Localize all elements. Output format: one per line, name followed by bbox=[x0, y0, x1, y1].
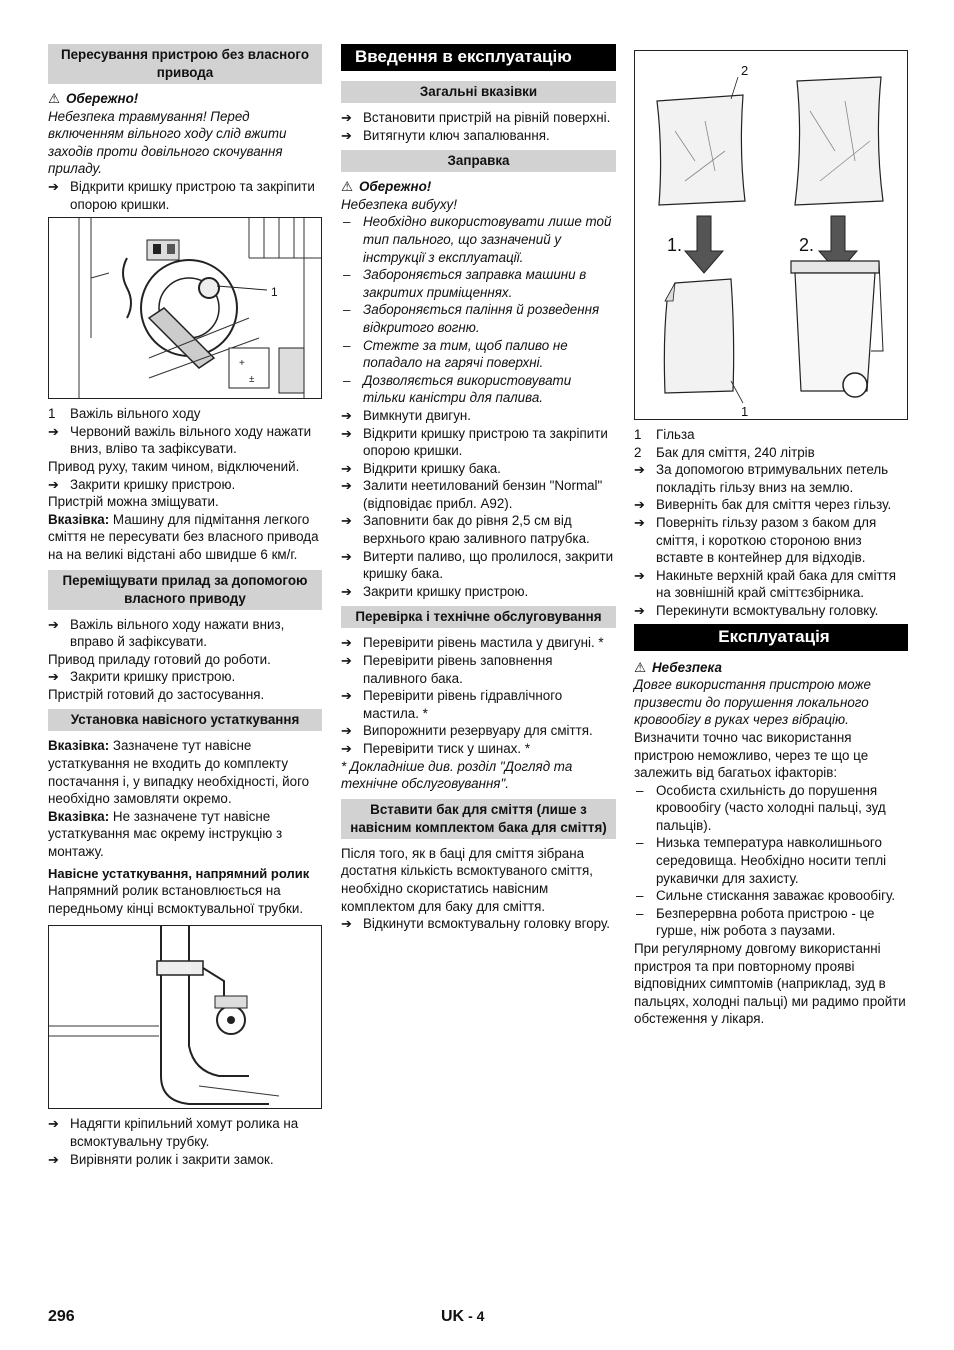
instruction-step: ➔ Виверніть бак для сміття через гільзу. bbox=[634, 496, 908, 514]
instruction-step: ➔ Накиньте верхній край бака для сміття на зовнішній край сміттєзбірника. bbox=[634, 567, 908, 602]
warning-triangle-icon: ⚠ bbox=[634, 659, 647, 675]
svg-text:+: + bbox=[239, 358, 245, 370]
note-label: Вказівка: bbox=[48, 808, 110, 824]
paragraph: Визначити точно час використання пристрою неможливо, через те що це залежить від багатьох іфакторів: bbox=[634, 729, 869, 781]
column-middle bbox=[341, 44, 616, 933]
instruction-step: ➔ Відкрити кришку пристрою та закріпити опорою кришки. bbox=[48, 178, 322, 213]
note bbox=[48, 808, 322, 861]
freewheel-lever-illustration bbox=[49, 218, 321, 398]
caution-label bbox=[341, 178, 616, 196]
section-heading: Пересування пристрою без власного привода bbox=[48, 44, 322, 84]
caution-text: Обережно! bbox=[66, 91, 139, 106]
instruction-step: ➔ Закрити кришку пристрою. bbox=[341, 583, 616, 601]
callout-label: 1 bbox=[271, 285, 278, 300]
note-label: Вказівка: bbox=[48, 738, 110, 754]
instruction-step: ➔ Встановити пристрій на рівній поверхні. bbox=[341, 109, 616, 127]
bullet-item: – Безперервна робота пристрою - це гурше, ніж робота з паузами. bbox=[634, 905, 908, 940]
paragraph: Після того, як в баці для сміття зібрана достатня кількість всмоктуваного сміття, необхідно скористатись навісним комплектом для баку для сміття. bbox=[341, 845, 593, 914]
legend-item bbox=[634, 444, 908, 462]
section-page: - 4 bbox=[468, 1308, 485, 1324]
danger-label bbox=[634, 659, 908, 677]
instruction-step: ➔ Заповнити бак до рівня 2,5 см від верхнього краю заливного патрубка. bbox=[341, 512, 616, 547]
bullet-item: – Особиста схильність до порушення кровообігу (часто холодні пальці, зуд пальців). bbox=[634, 782, 908, 835]
instruction-step: ➔ Відкрити кришку пристрою та закріпити опорою кришки. bbox=[341, 425, 616, 460]
instruction-step: ➔ Вирівняти ролик і закрити замок. bbox=[48, 1151, 322, 1169]
note-text: Не зазначене тут навісне устаткування має окрему інструкцію з монтажу. bbox=[48, 808, 283, 860]
instruction-step: ➔ Витягнути ключ запалювання. bbox=[341, 127, 616, 145]
figure-trash-bag bbox=[634, 50, 908, 420]
step-label: 1. bbox=[667, 235, 683, 255]
instruction-step: ➔ Перевірити рівень мастила у двигуні. * bbox=[341, 634, 616, 652]
note-text: Зазначене тут навісне устаткування не входить до комплекту постачання і, у випадку необхідності, його необхідно замовляти окремо. bbox=[48, 738, 310, 807]
legend-text: Важіль вільного ходу bbox=[70, 406, 201, 422]
instruction-step: ➔ Поверніть гільзу разом з баком для сміття, і короткою стороною вниз вставте в контейнер для відходів. bbox=[634, 514, 908, 567]
instruction-step: ➔ Перекинути всмоктувальну головку. bbox=[634, 602, 908, 620]
instruction-step: ➔ Відкинути всмоктувальну головку вгору. bbox=[341, 915, 616, 933]
section-heading: Перевірка і технічне обслуговування bbox=[341, 606, 616, 628]
column-left bbox=[48, 44, 322, 1168]
warning-bullet: – Забороняється заправка машини в закритих приміщеннях. bbox=[341, 266, 616, 301]
instruction-step: ➔ Закрити кришку пристрою. bbox=[48, 476, 322, 494]
language-code: UK bbox=[441, 1308, 465, 1325]
instruction-step: ➔ Перевірити рівень гідравлічного мастила. * bbox=[341, 687, 616, 722]
legend-text: Бак для сміття, 240 літрів bbox=[656, 444, 815, 460]
warning-text: Довге використання пристрою може призвести до порушення локального кровообігу в руках через вібрацію. bbox=[634, 677, 871, 728]
column-right bbox=[634, 44, 908, 1028]
instruction-step: ➔ Вимкнути двигун. bbox=[341, 407, 616, 425]
bullet-item: – Сильне стискання заважає кровообігу. bbox=[634, 887, 908, 905]
warning-text: Небезпека вибуху! bbox=[341, 196, 457, 212]
trash-bag-illustration bbox=[635, 51, 907, 419]
warning-bullet: – Дозволяється використовувати тільки каністри для палива. bbox=[341, 372, 616, 407]
section-heading: Заправка bbox=[341, 150, 616, 172]
warning-bullet: – Необхідно використовувати лише той тип пального, що зазначений у інструкції з експлуатації. bbox=[341, 213, 616, 266]
instruction-step: ➔ Відкрити кришку бака. bbox=[341, 460, 616, 478]
caution-label bbox=[48, 90, 322, 108]
warning-triangle-icon: ⚠ bbox=[48, 91, 61, 106]
guide-roller-illustration bbox=[49, 926, 321, 1108]
legend-text: Гільза bbox=[656, 427, 695, 442]
legend-number: 1 bbox=[48, 406, 56, 422]
legend-item bbox=[48, 405, 322, 423]
section-heading: Установка навісного устаткування bbox=[48, 709, 322, 731]
instruction-step: ➔ Перевірити тиск у шинах. * bbox=[341, 740, 616, 758]
paragraph: Привод приладу готовий до роботи. bbox=[48, 651, 271, 667]
note bbox=[48, 511, 322, 564]
instruction-step: ➔ Випорожнити резервуару для сміття. bbox=[341, 722, 616, 740]
instruction-step: ➔ Витерти паливо, що пролилося, закрити кришку бака. bbox=[341, 548, 616, 583]
danger-text: Небезпека bbox=[652, 659, 722, 675]
instruction-step: ➔ Важіль вільного ходу нажати вниз, вправо й зафіксувати. bbox=[48, 616, 322, 651]
paragraph: Напрямний ролик встановлюється на передньому кінці всмоктувальної трубки. bbox=[48, 883, 304, 916]
instruction-step: ➔ Червоний важіль вільного ходу нажати вниз, вліво та зафіксувати. bbox=[48, 423, 322, 458]
language-page-marker bbox=[441, 1308, 484, 1326]
warning-triangle-icon: ⚠ bbox=[341, 179, 354, 195]
warning-bullet: – Стежте за тим, щоб паливо не попадало на гарячі поверхні. bbox=[341, 337, 616, 372]
warning-text: Небезпека травмування! Перед включенням вільного ходу слід вжити заходів проти довільного скочування приладу. bbox=[48, 108, 287, 177]
instruction-step: ➔ Надягти кріпильний хомут ролика на всмоктувальну трубку. bbox=[48, 1115, 322, 1150]
paragraph: Пристрій готовий до застосування. bbox=[48, 686, 265, 702]
paragraph: Пристрій можна зміщувати. bbox=[48, 494, 219, 510]
section-heading: Переміщувати прилад за допомогою власного приводу bbox=[48, 570, 322, 610]
note-text: Машину для підмітання легкого сміття не пересувати без власного привода на на великі відстані або швидше 6 км/г. bbox=[48, 511, 319, 562]
svg-text:±: ± bbox=[249, 374, 255, 386]
subheading: Навісне устаткування, напрямний ролик bbox=[48, 865, 310, 881]
figure-guide-roller bbox=[48, 925, 322, 1109]
paragraph: Привод руху, таким чином, відключений. bbox=[48, 458, 300, 474]
warning-bullet: – Забороняється паління й розведення відкритого вогню. bbox=[341, 301, 616, 336]
page-number: 296 bbox=[48, 1308, 75, 1325]
note-label: Вказівка: bbox=[48, 511, 110, 527]
callout-label: 2 bbox=[741, 63, 749, 78]
section-heading: Загальні вказівки bbox=[341, 81, 616, 103]
step-label: 2. bbox=[799, 235, 815, 255]
callout-label: 1 bbox=[741, 404, 749, 419]
chapter-heading: Введення в експлуатацію bbox=[341, 44, 616, 71]
instruction-step: ➔ Залити неетилований бензин "Normal" (відповідає прибл. A92). bbox=[341, 477, 616, 512]
instruction-step: ➔ Закрити кришку пристрою. bbox=[48, 668, 322, 686]
note bbox=[48, 737, 322, 807]
section-heading: Вставити бак для сміття (лише з навісним комплектом бака для сміття) bbox=[341, 799, 616, 839]
legend-number: 2 bbox=[634, 444, 642, 460]
instruction-step: ➔ Перевірити рівень заповнення паливного бака. bbox=[341, 652, 616, 687]
legend-number: 1 bbox=[634, 427, 642, 442]
figure-freewheel-lever bbox=[48, 217, 322, 399]
footnote: * Докладніше див. розділ "Догляд та технічне обслуговування". bbox=[341, 758, 573, 792]
bullet-item: – Низька температура навколишнього середовища. Необхідно носити теплі рукавички для захисту. bbox=[634, 834, 908, 887]
chapter-heading: Експлуатація bbox=[634, 624, 908, 651]
caution-text: Обережно! bbox=[359, 179, 432, 195]
legend-item bbox=[634, 426, 908, 444]
paragraph: При регулярному довгому використанні пристроя та при повторному прояві відповідних симптомів (наприклад, зуд в пальцях, холодні пальці) ми радимо пройти обстеження у лікаря. bbox=[634, 941, 906, 1027]
instruction-step: ➔ За допомогою втримувальних петель покладіть гільзу вниз на землю. bbox=[634, 461, 908, 496]
